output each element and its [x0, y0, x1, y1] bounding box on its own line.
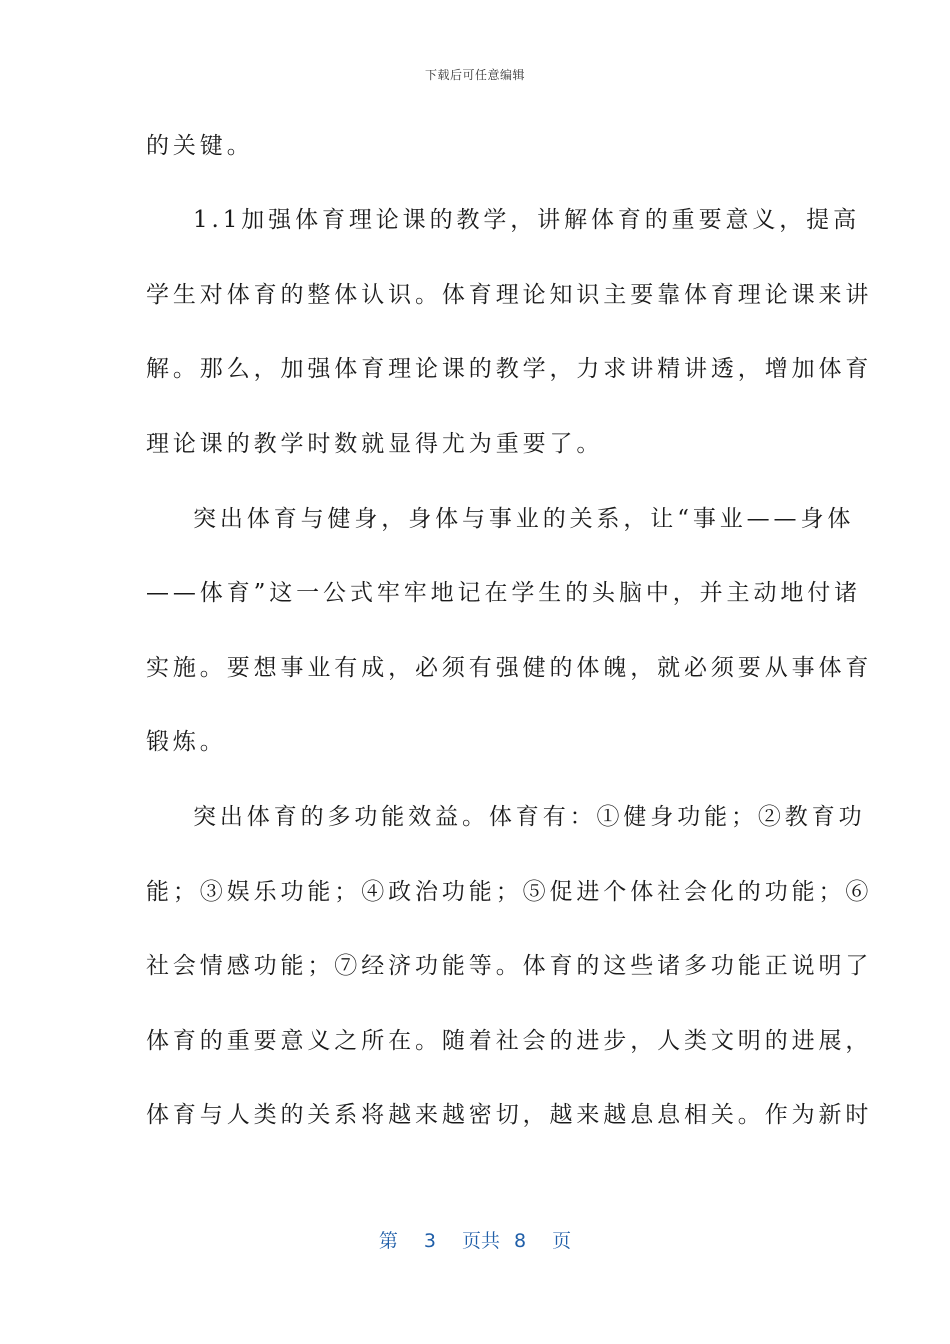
text-line: 的关键。 — [146, 133, 254, 159]
text-line: 社会情感功能；⑦经济功能等。体育的这些诸多功能正说明了 — [146, 953, 873, 979]
page-label-suffix: 页 — [552, 1230, 572, 1252]
text-line: 体育的重要意义之所在。随着社会的进步，人类文明的进展， — [146, 1028, 873, 1054]
paragraph-start-line: 突出体育的多功能效益。体育有：①健身功能；②教育功 — [193, 804, 866, 830]
text-line: 锻炼。 — [146, 729, 227, 755]
paragraph-start-line: 突出体育与健身，身体与事业的关系，让“事业——身体 — [193, 506, 855, 532]
text-line: 学生对体育的整体认识。体育理论知识主要靠体育理论课来讲 — [146, 282, 873, 308]
text-line: 理论课的教学时数就显得尤为重要了。 — [146, 431, 604, 457]
text-line: 能；③娱乐功能；④政治功能；⑤促进个体社会化的功能；⑥ — [146, 879, 873, 905]
paragraph-start-line: 1.1加强体育理论课的教学，讲解体育的重要意义，提高 — [193, 207, 860, 233]
page-footer — [0, 1226, 950, 1253]
text-line: 体育与人类的关系将越来越密切，越来越息息相关。作为新时 — [146, 1102, 873, 1128]
header-note: 下载后可任意编辑 — [424, 68, 525, 82]
text-line: 解。那么，加强体育理论课的教学，力求讲精讲透，增加体育 — [146, 356, 873, 382]
current-page-number: 3 — [423, 1230, 436, 1252]
text-line: ——体育”这一公式牢牢地记在学生的头脑中，并主动地付诸 — [146, 580, 862, 606]
page-label-prefix: 第 — [378, 1230, 398, 1252]
text-line: 实施。要想事业有成，必须有强健的体魄，就必须要从事体育 — [146, 655, 873, 681]
page-label-mid: 页共 — [461, 1230, 500, 1252]
total-pages-number: 8 — [514, 1230, 527, 1252]
